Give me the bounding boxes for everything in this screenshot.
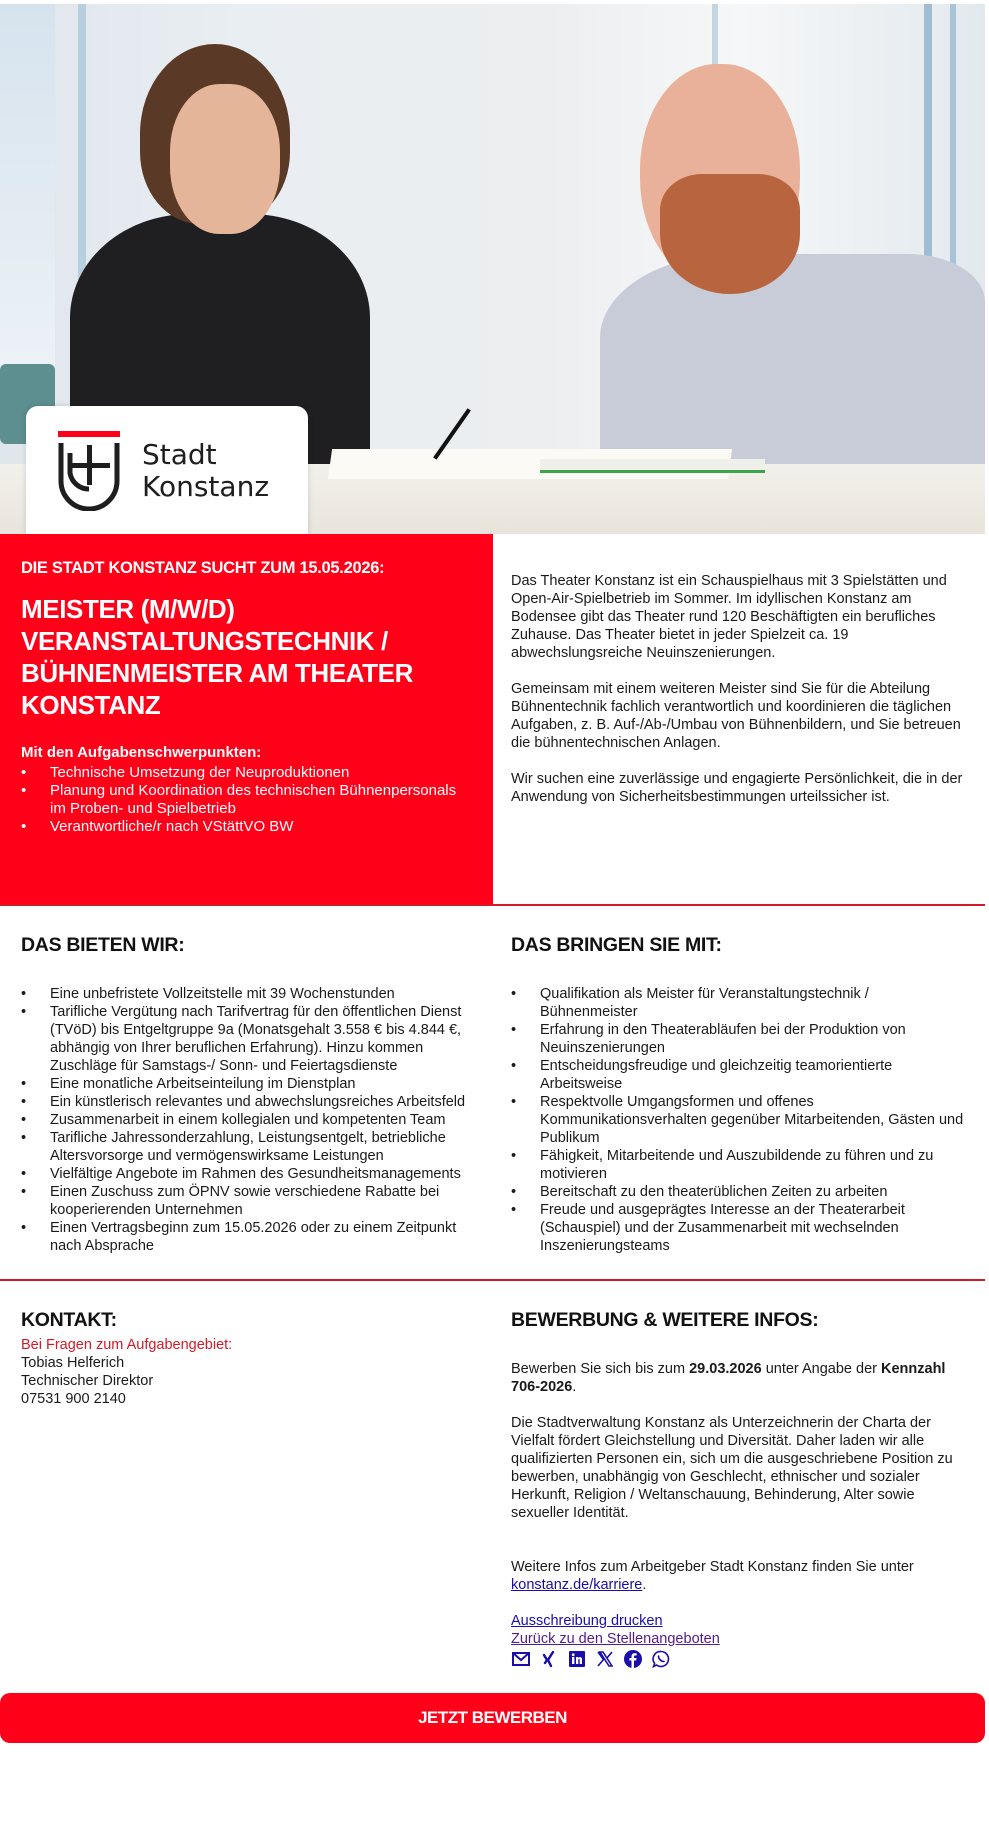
focus-item: • Planung und Koordination des technischen Bühnenpersonals im Proben- und Spielbetrieb bbox=[21, 782, 472, 818]
diversity-statement: Die Stadtverwaltung Konstanz als Unterzeichnerin der Charta der Vielfalt fördert Gleichstellung und Diversität. Daher laden wir alle qualifizierten Personen ein, sich um die ausgeschriebene Position zu bewerben, unabhängig von Geschlecht, ethnischer und sozialer Herkunft, Religion / Weltanschauung, Behinderung, Alter sowie sexueller Identität. bbox=[511, 1415, 953, 1521]
offer-column bbox=[0, 933, 493, 1255]
back-to-jobs-link[interactable]: Zurück zu den Stellenangeboten bbox=[511, 1631, 720, 1647]
intro-paragraph: Gemeinsam mit einem weiteren Meister sind Sie für die Abteilung Bühnentechnik fachlich verantwortlich und koordinieren die täglichen Aufgaben, z. B. Auf-/Ab-/Umbau von Bühnenbildern, und Sie betreuen die bühnentechnischen Anlagen. bbox=[511, 681, 961, 751]
offer-heading: DAS BIETEN WIR: bbox=[21, 934, 185, 956]
contact-details bbox=[21, 1336, 472, 1408]
application-heading: BEWERBUNG & WEITERE INFOS: bbox=[511, 1309, 819, 1331]
contact-name: Tobias Helferich bbox=[21, 1355, 125, 1371]
application-column bbox=[493, 1308, 985, 1669]
logo-line-2: Konstanz bbox=[142, 470, 270, 503]
application-deadline-text bbox=[511, 1360, 964, 1396]
offer-item: • Tarifliche Jahressonderzahlung, Leistungsentgelt, betriebliche Altersvorsorge und vermögenswirksame Leistungen bbox=[21, 1129, 472, 1165]
share-icons bbox=[511, 1649, 964, 1669]
contact-role: Technischer Direktor bbox=[21, 1373, 154, 1389]
hero-window bbox=[0, 4, 55, 404]
linkedin-icon[interactable] bbox=[567, 1649, 587, 1669]
requirements-list bbox=[511, 985, 964, 1255]
facebook-icon[interactable] bbox=[623, 1649, 643, 1669]
requirement-item: • Erfahrung in den Theaterabläufen bei der Produktion von Neuinszenierungen bbox=[511, 1021, 964, 1057]
more-info-suffix: . bbox=[642, 1577, 647, 1593]
logo-card bbox=[26, 406, 308, 534]
kicker-text: DIE STADT KONSTANZ SUCHT ZUM 15.05.2026: bbox=[21, 559, 385, 577]
whatsapp-icon[interactable] bbox=[651, 1649, 671, 1669]
intro-paragraph: Wir suchen eine zuverlässige und engagierte Persönlichkeit, die in der Anwendung von Sicherheitsbestimmungen urteilssicher ist. bbox=[511, 771, 963, 805]
hero-ruler bbox=[540, 459, 765, 473]
intro-section bbox=[0, 534, 985, 906]
apply-suffix: . bbox=[572, 1379, 577, 1395]
offer-item: • Vielfältige Angebote im Rahmen des Gesundheitsmanagements bbox=[21, 1165, 472, 1183]
x-twitter-icon[interactable] bbox=[595, 1649, 615, 1669]
requirements-heading: DAS BRINGEN SIE MIT: bbox=[511, 934, 722, 956]
offer-item: • Eine monatliche Arbeitseinteilung im Dienstplan bbox=[21, 1075, 472, 1093]
requirement-item: • Fähigkeit, Mitarbeitende und Auszubildende zu führen und zu motivieren bbox=[511, 1147, 964, 1183]
application-reference: Kennzahl 706-2026 bbox=[511, 1361, 946, 1395]
careers-link[interactable]: konstanz.de/karriere bbox=[511, 1577, 643, 1593]
contact-application-section bbox=[0, 1281, 985, 1669]
hero-person-woman-face bbox=[170, 84, 280, 234]
offer-item: • Ein künstlerisch relevantes und abwechslungsreiches Arbeitsfeld bbox=[21, 1093, 472, 1111]
offer-item: • Einen Zuschuss zum ÖPNV sowie verschiedene Rabatte bei kooperierenden Unternehmen bbox=[21, 1183, 472, 1219]
requirement-item: • Entscheidungsfreudige und gleichzeitig teamorientierte Arbeitsweise bbox=[511, 1057, 964, 1093]
offer-requirements-section bbox=[0, 906, 985, 1281]
focus-item: • Verantwortliche/r nach VStättVO BW bbox=[21, 818, 472, 836]
intro-paragraph: Das Theater Konstanz ist ein Schauspielhaus mit 3 Spielstätten und Open-Air-Spielbetrieb im Sommer. Im idyllischen Konstanz am Bodensee gibt das Theater rund 120 Beschäftigten ein berufliches Zuhause. Das Theater bietet in jeder Spielzeit ca. 19 abwechslungsreiche Neuinszenierungen. bbox=[511, 573, 947, 661]
contact-column bbox=[0, 1308, 493, 1669]
more-info-text bbox=[511, 1558, 964, 1594]
focus-label: Mit den Aufgabenschwerpunkten: bbox=[21, 744, 262, 761]
offer-item: • Eine unbefristete Vollzeitstelle mit 39 Wochenstunden bbox=[21, 985, 472, 1003]
hero-image bbox=[0, 4, 985, 534]
hero-person-man-beard bbox=[660, 174, 800, 294]
job-title: MEISTER (M/W/D) VERANSTALTUNGSTECHNIK / BÜHNENMEISTER AM THEATER KONSTANZ bbox=[21, 594, 413, 720]
apply-now-button[interactable]: JETZT BEWERBEN bbox=[0, 1693, 985, 1743]
mail-icon[interactable] bbox=[511, 1649, 531, 1669]
requirement-item: • Qualifikation als Meister für Veranstaltungstechnik / Bühnenmeister bbox=[511, 985, 964, 1021]
job-posting-page bbox=[0, 4, 989, 1743]
contact-phone: 07531 900 2140 bbox=[21, 1391, 126, 1407]
apply-prefix: Bewerben Sie sich bis zum bbox=[511, 1361, 690, 1377]
more-info-prefix: Weitere Infos zum Arbeitgeber Stadt Konstanz finden Sie unter bbox=[511, 1559, 914, 1575]
requirement-item: • Respektvolle Umgangsformen und offenes Kommunikationsverhalten gegenüber Mitarbeitenden, Gästen und Publikum bbox=[511, 1093, 964, 1147]
application-deadline: 29.03.2026 bbox=[689, 1361, 762, 1377]
logo-wordmark bbox=[142, 439, 269, 503]
intro-red-panel bbox=[0, 534, 493, 904]
logo-line-1: Stadt bbox=[142, 438, 217, 471]
offer-item: • Einen Vertragsbeginn zum 15.05.2026 oder zu einem Zeitpunkt nach Absprache bbox=[21, 1219, 472, 1255]
contact-question-label: Bei Fragen zum Aufgabengebiet: bbox=[21, 1337, 233, 1353]
requirement-item: • Freude und ausgeprägtes Interesse an der Theaterarbeit (Schauspiel) und der Zusammenarbeit mit wechselnden Inszenierungsteams bbox=[511, 1201, 964, 1255]
apply-middle: unter Angabe der bbox=[761, 1361, 882, 1377]
offer-item: • Tarifliche Vergütung nach Tarifvertrag für den öffentlichen Dienst (TVöD) bis Entgeltgruppe 9a (Monatsgehalt 3.558 € bis 4.844 €, abhängig von Ihrer beruflichen Erfahrung). Hinzu kommen Zuschläge für Samstags-/ Sonn- und Feiertagsdienste bbox=[21, 1003, 472, 1075]
print-posting-link[interactable]: Ausschreibung drucken bbox=[511, 1613, 663, 1629]
stadt-konstanz-logo-icon bbox=[56, 431, 122, 511]
focus-list bbox=[21, 764, 472, 836]
action-links bbox=[511, 1612, 964, 1648]
offer-list bbox=[21, 985, 472, 1255]
requirements-column bbox=[493, 933, 985, 1255]
requirement-item: • Bereitschaft zu den theaterüblichen Zeiten zu arbeiten bbox=[511, 1183, 964, 1201]
xing-icon[interactable] bbox=[539, 1649, 559, 1669]
contact-heading: KONTAKT: bbox=[21, 1309, 117, 1331]
offer-item: • Zusammenarbeit in einem kollegialen und kompetenten Team bbox=[21, 1111, 472, 1129]
focus-item: • Technische Umsetzung der Neuproduktionen bbox=[21, 764, 472, 782]
intro-description bbox=[493, 534, 985, 904]
